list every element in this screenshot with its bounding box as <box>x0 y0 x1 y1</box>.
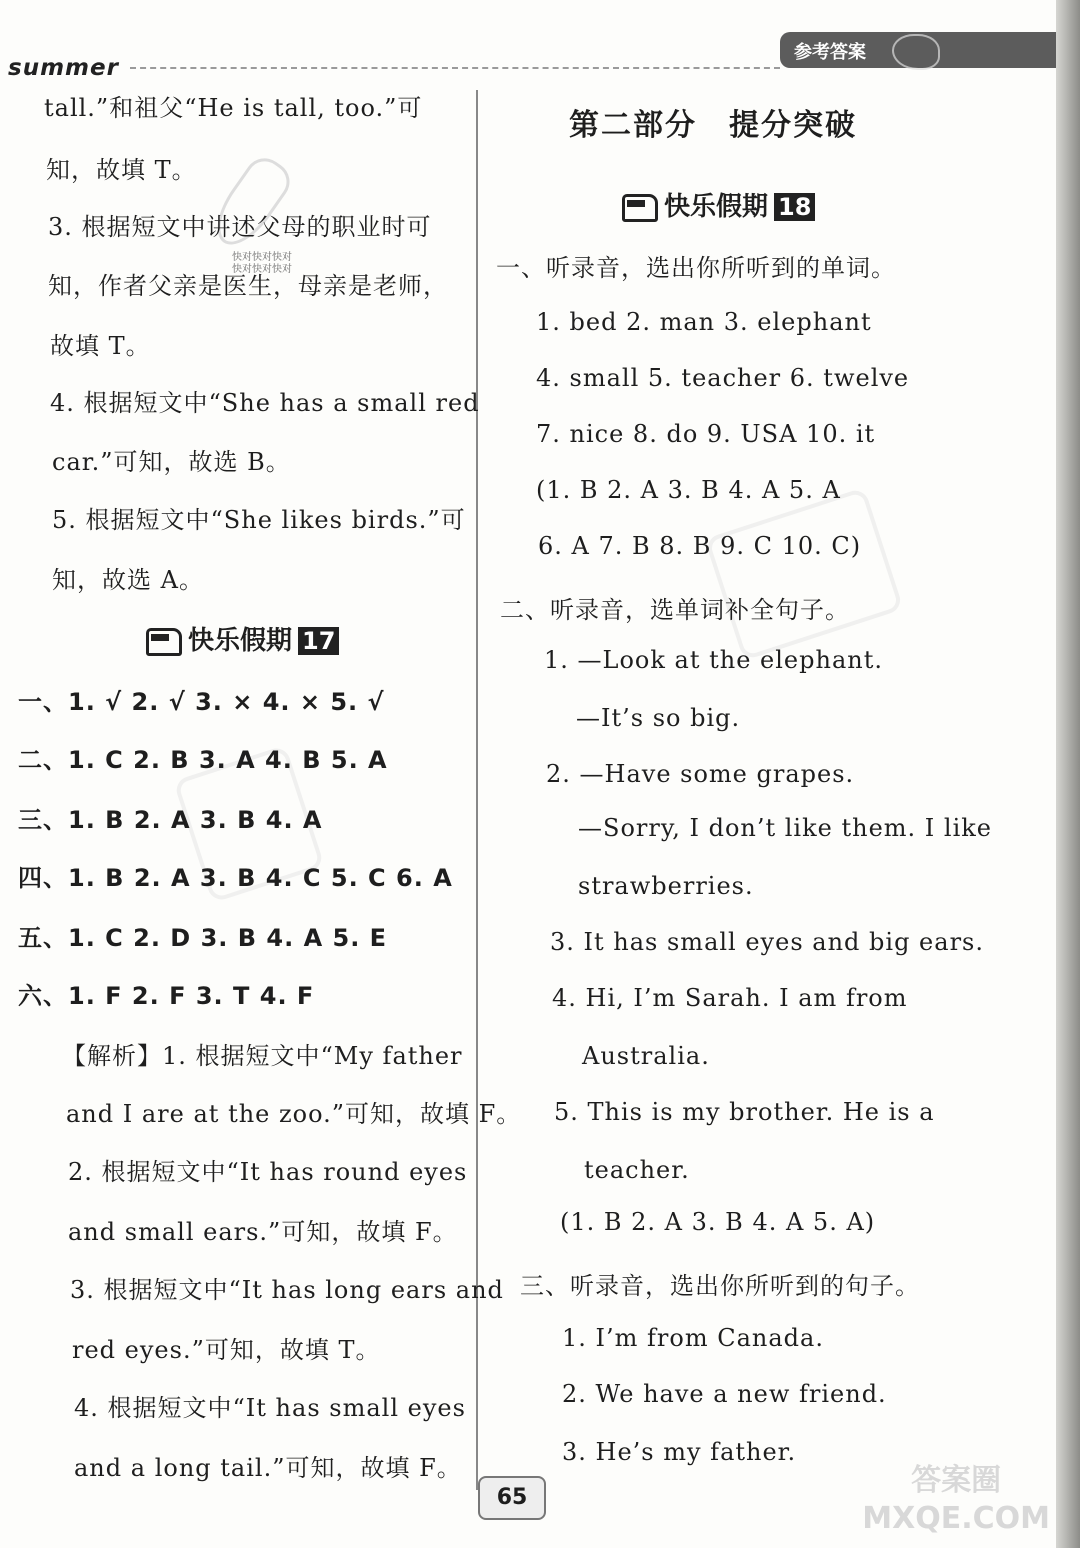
answer-line: teacher. <box>584 1156 690 1184</box>
page-edge <box>1056 0 1080 1548</box>
reference-answers-tab <box>780 32 1056 68</box>
analysis-line: 4. 根据短文中“It has small eyes <box>74 1394 466 1422</box>
section-title: 第二部分 提分突破 <box>569 108 857 143</box>
holiday-17-heading: 快乐假期 17 <box>146 620 339 657</box>
question-heading: 三、听录音，选出你所听到的句子。 <box>520 1272 920 1300</box>
tab-label: 参考答案 <box>794 42 866 63</box>
watermark-stamp <box>704 487 903 661</box>
answer-line: 1. I’m from Canada. <box>562 1324 824 1352</box>
bus-icon <box>622 194 658 222</box>
holiday-18-heading: 快乐假期 18 <box>622 186 815 223</box>
answer-line: Australia. <box>582 1042 710 1070</box>
analysis-line: and I are at the zoo.”可知，故填 F。 <box>66 1100 522 1128</box>
text-line: 知，故选 A。 <box>52 566 204 594</box>
answer-line: —It’s so big. <box>576 704 741 732</box>
text-line: 知，故填 T。 <box>46 156 197 184</box>
text-line: car.”可知，故选 B。 <box>52 448 291 476</box>
answer-line: 1. bed 2. man 3. elephant <box>536 308 872 336</box>
page-number: 65 <box>478 1476 546 1520</box>
answer-line: 4. small 5. teacher 6. twelve <box>536 364 910 392</box>
analysis-line: and small ears.”可知，故填 F。 <box>68 1218 458 1246</box>
analysis-line: 【解析】1. 根据短文中“My father <box>62 1042 463 1070</box>
analysis-line: red eyes.”可知，故填 T。 <box>72 1336 381 1364</box>
stamp-text: 快对快对快对 快对快对快对 <box>232 252 292 275</box>
dolphin-icon <box>892 34 940 70</box>
answer-line: (1. B 2. A 3. B 4. A 5. A) <box>560 1208 876 1236</box>
text-line: 5. 根据短文中“She likes birds.”可 <box>52 506 466 534</box>
answer-line: 5. This is my brother. He is a <box>554 1098 935 1126</box>
answer-line: 2. We have a new friend. <box>562 1380 887 1408</box>
answer-row: 六、1. F 2. F 3. T 4. F <box>18 982 315 1010</box>
answer-line: (1. B 2. A 3. B 4. A 5. A <box>536 476 841 504</box>
bus-icon <box>146 628 182 656</box>
text-line: 3. 根据短文中讲述父母的职业时可 <box>48 213 432 241</box>
text-line: 故填 T。 <box>50 332 151 360</box>
analysis-line: 3. 根据短文中“It has long ears and <box>70 1276 504 1304</box>
answer-row: 三、1. B 2. A 3. B 4. A <box>18 806 323 834</box>
holiday-number-badge: 17 <box>298 627 339 655</box>
answer-line: 3. It has small eyes and big ears. <box>550 928 984 956</box>
holiday-number-badge: 18 <box>774 193 815 221</box>
answer-line: strawberries. <box>578 872 754 900</box>
answer-line: 3. He’s my father. <box>562 1438 797 1466</box>
analysis-line: and a long tail.”可知，故填 F。 <box>74 1454 462 1482</box>
answer-line: 4. Hi, I’m Sarah. I am from <box>552 984 908 1012</box>
brand-logo: summer <box>8 55 119 81</box>
header-divider <box>130 67 780 69</box>
text-line: 知，作者父亲是医生，母亲是老师， <box>48 272 448 300</box>
answer-row: 四、1. B 2. A 3. B 4. C 5. C 6. A <box>18 864 453 892</box>
analysis-line: 2. 根据短文中“It has round eyes <box>68 1158 468 1186</box>
text-line: 4. 根据短文中“She has a small red <box>50 389 480 417</box>
answer-line: 7. nice 8. do 9. USA 10. it <box>536 420 876 448</box>
answer-row: 一、1. √ 2. √ 3. × 4. × 5. √ <box>18 688 385 716</box>
answer-line: 1. —Look at the elephant. <box>544 646 883 674</box>
answer-row: 五、1. C 2. D 3. B 4. A 5. E <box>18 924 388 952</box>
question-heading: 二、听录音，选单词补全句子。 <box>500 596 850 624</box>
question-heading: 一、听录音，选出你所听到的单词。 <box>496 254 896 282</box>
answer-row: 二、1. C 2. B 3. A 4. B 5. A <box>18 746 388 774</box>
site-watermark: 答案圈 MXQE.COM <box>862 1463 1050 1536</box>
answer-line: —Sorry, I don’t like them. I like <box>578 814 992 842</box>
text-line: tall.”和祖父“He is tall, too.”可 <box>44 94 423 122</box>
answer-line: 6. A 7. B 8. B 9. C 10. C) <box>538 532 862 560</box>
answer-line: 2. —Have some grapes. <box>546 760 855 788</box>
